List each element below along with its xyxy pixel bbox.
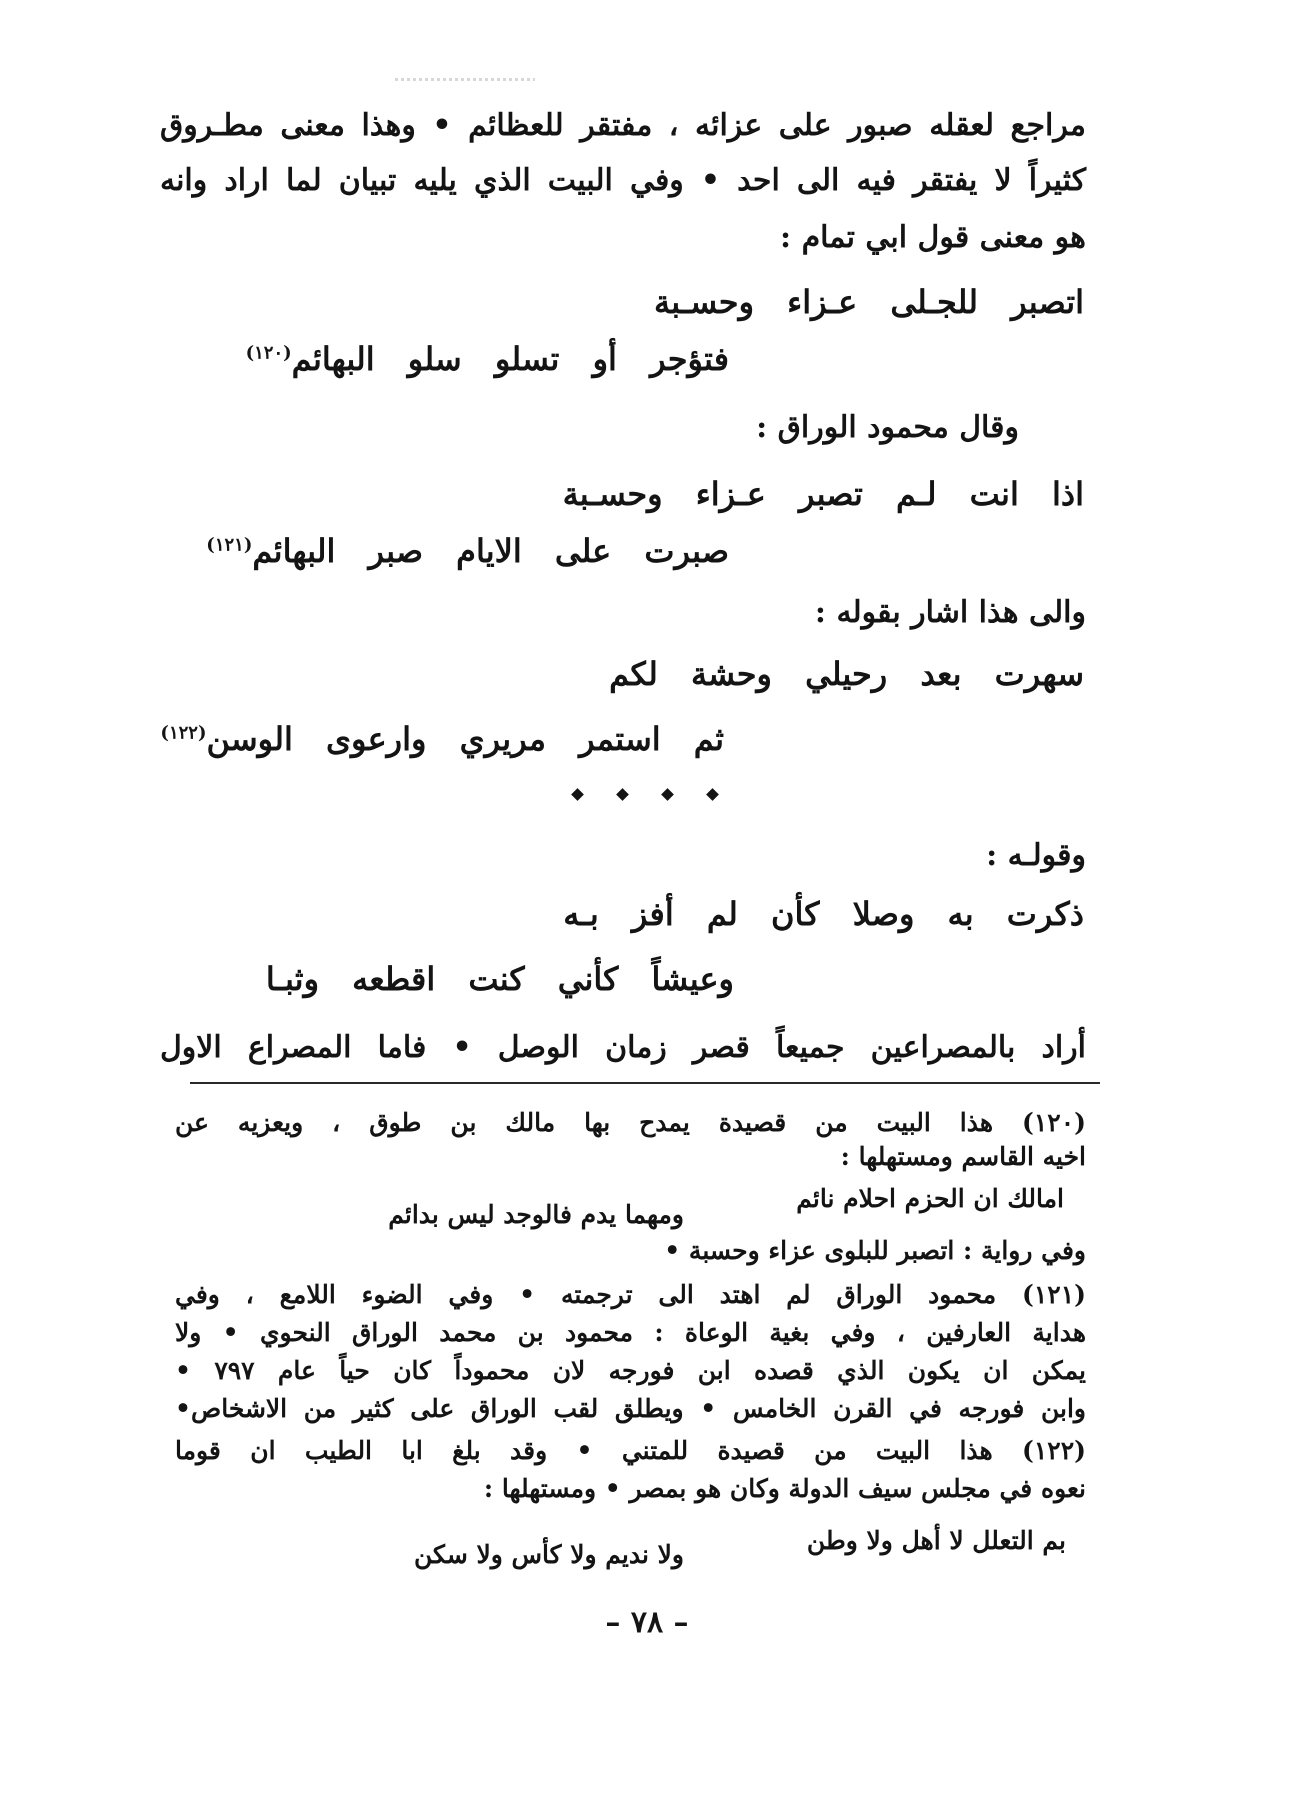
footnote-ref-121: (١٢١) [206,534,253,556]
verse-3-second-text: ثم استمر مريري وارعوى الوسن [206,720,724,758]
verse-1-second-text: فتؤجر أو تسلو سلو البهائم [291,340,729,378]
footnote-121-line-4: وابن فورجه في القرن الخامس • ويطلق لقب الوراق على كثير من الاشخاص• [175,1394,1086,1423]
footnote-120-variant: وفي رواية : اتصبر للبلوى عزاء وحسبة • [664,1236,1086,1265]
footnote-120-verse-first: امالك ان الحزم احلام نائم [796,1184,1064,1213]
diamond-ornament-icon [571,788,584,801]
footnote-122-line-1: (١٢٢) هذا البيت من قصيدة للمتني • وقد بلغ ابا الطيب ان قوما [175,1436,1086,1465]
footnote-120-line-2: اخيه القاسم ومستهلها : [840,1142,1086,1171]
verse-2-second-hemistich [206,532,729,570]
verse-4-first-hemistich: ذكرت به وصلا كأن لم أفز بـه [563,895,1084,933]
footnote-120-line-1: (١٢٠) هذا البيت من قصيدة يمدح بها مالك بن طوق ، ويعزيه عن [175,1108,1086,1137]
scan-artifact [395,78,535,81]
intro-4: وقولـه : [986,838,1086,873]
verse-1-first-hemistich: اتصبر للجـلى عـزاء وحسـبة [654,283,1084,321]
verse-3-second-hemistich [160,720,724,758]
footnote-121-line-2: هداية العارفين ، وفي بغية الوعاة : محمود بن محمد الوراق النحوي • ولا [175,1318,1086,1347]
footnote-122-verse-first: بم التعلل لا أهل ولا وطن [806,1526,1066,1555]
footnote-121-line-1: (١٢١) محمود الوراق لم اهتد الى ترجمته • وفي الضوء اللامع ، وفي [175,1280,1086,1309]
verse-4-second-hemistich: وعيشاً كأني كنت اقطعه وثبـا [265,960,734,998]
body-line-2: كثيراً لا يفتقر فيه الى احد • وفي البيت الذي يليه تبيان لما اراد وانه [160,163,1086,198]
verse-1-second-hemistich [246,340,729,378]
body-last-line: أراد بالمصراعين جميعاً قصر زمان الوصل • فاما المصراع الاول [160,1030,1086,1065]
page-number: – ٧٨ – [605,1605,689,1640]
footnote-ref-120: (١٢٠) [245,342,292,364]
body-line-1: مراجع لعقله صبور على عزائه ، مفتقر للعظائم • وهذا معنى مطـروق [160,108,1086,143]
footnote-122-line-2: نعوه في مجلس سيف الدولة وكان هو بمصر • ومستهلها : [483,1474,1086,1503]
body-line-3: هو معنى قول ابي تمام : [780,220,1086,255]
verse-2-second-text: صبرت على الايام صبر البهائم [252,532,729,570]
intro-3: والى هذا اشار بقوله : [814,595,1086,630]
verse-3-first-hemistich: سهرت بعد رحيلي وحشة لكم [609,655,1084,693]
verse-2-first-hemistich: اذا انت لـم تصبر عـزاء وحسـبة [562,475,1084,513]
footnote-121-line-3: يمكن ان يكون الذي قصده ابن فورجه لان محموداً كان حياً عام ٧٩٧ • [175,1356,1086,1385]
footnote-122-verse-second: ولا نديم ولا كأس ولا سكن [413,1540,684,1569]
footnote-120-verse-second: ومهما يدم فالوجد ليس بدائم [388,1200,684,1229]
section-divider-ornament [555,784,735,804]
diamond-ornament-icon [661,788,674,801]
diamond-ornament-icon [706,788,719,801]
diamond-ornament-icon [616,788,629,801]
intro-2: وقال محمود الوراق : [756,410,1019,445]
footnote-ref-122: (١٢٢) [160,722,207,744]
footnote-separator [190,1082,1100,1084]
